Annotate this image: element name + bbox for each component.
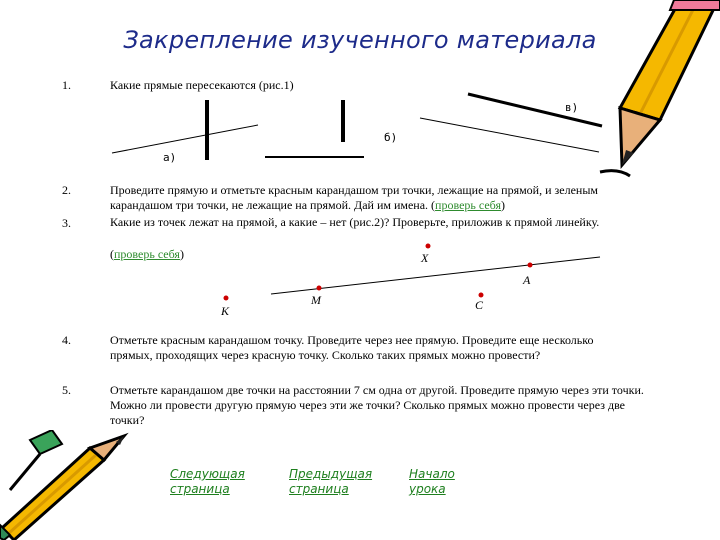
- next-page-link-line2: страница: [170, 482, 230, 496]
- point-c-label: C: [475, 298, 484, 312]
- page-title: Закрепление изученного материала: [123, 26, 597, 54]
- point-a: [528, 263, 533, 268]
- previous-page-link-line1: Предыдущая: [289, 467, 373, 481]
- check-yourself-link-1[interactable]: проверь себя: [435, 198, 501, 212]
- previous-page-link[interactable]: [289, 467, 372, 497]
- next-page-link-line1: Следующая: [170, 467, 245, 481]
- point-x: [426, 244, 431, 249]
- previous-page-link-line2: страница: [289, 482, 349, 496]
- fig1-label-v: в): [565, 101, 579, 114]
- item-3-number: 3.: [62, 216, 71, 230]
- next-page-link[interactable]: [170, 467, 245, 497]
- point-k-label: K: [221, 304, 230, 318]
- lesson-start-link-line2: урока: [409, 482, 446, 496]
- point-m: [317, 286, 322, 291]
- item-4-text: Отметьте красным карандашом точку. Проведите через нее прямую. Проведите еще несколько прямых, проходящих через красную точку. Сколько таких прямых можно провести?: [110, 333, 594, 362]
- item-3-link-close: ): [179, 247, 184, 261]
- lesson-start-link-line1: Начало: [409, 467, 455, 481]
- lesson-start-link[interactable]: [409, 467, 455, 497]
- pencil-icon-top-right: [560, 0, 720, 200]
- point-k: [224, 296, 229, 301]
- fig1-label-b: б): [384, 131, 398, 144]
- fig1-a-line-1: [112, 125, 258, 153]
- item-2-text-end: ): [501, 198, 505, 212]
- item-3-text: Какие из точек лежат на прямой, а какие – нет (рис.2)? Проверьте, приложив к прямой линейку.: [110, 215, 600, 229]
- point-a-label: A: [523, 273, 531, 287]
- pencil-icon-bottom-left: [0, 430, 130, 540]
- item-1-text: Какие прямые пересекаются (рис.1): [110, 78, 294, 92]
- item-5-text: Отметьте карандашом две точки на расстоянии 7 см одна от другой. Проведите прямую через эти точки. Можно ли провести другую прямую через эти же точки? Сколько прямых можно провести через две точки?: [110, 383, 644, 427]
- item-5-number: 5.: [62, 383, 71, 397]
- check-yourself-link-2[interactable]: проверь себя: [114, 247, 180, 261]
- fig1-label-a: а): [163, 151, 177, 164]
- item-2-number: 2.: [62, 183, 71, 197]
- item-2-text-main: Проведите прямую и отметьте красным карандашом три точки, лежащие на прямой, и зеленым карандашом три точки, не лежащие на прямой. Дай им имена. (: [110, 183, 598, 212]
- point-m-label: M: [311, 293, 321, 307]
- item-3-link-line: [110, 247, 184, 262]
- item-1-number: 1.: [62, 78, 71, 92]
- item-4-number: 4.: [62, 333, 71, 347]
- point-x-label: X: [421, 251, 429, 265]
- point-c: [479, 293, 484, 298]
- item-3-link-open: (: [110, 247, 114, 261]
